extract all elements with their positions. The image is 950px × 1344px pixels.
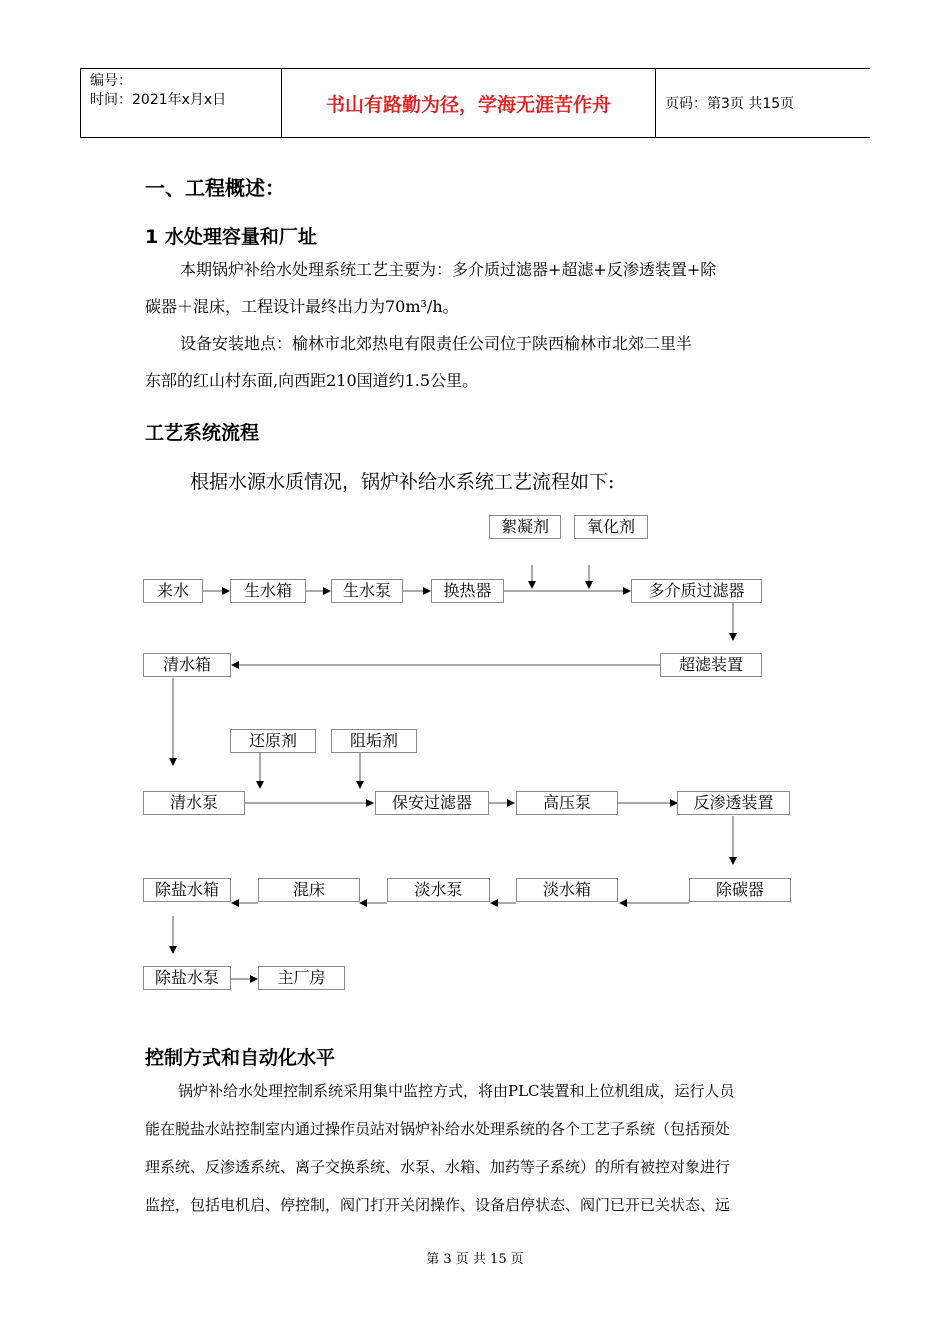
node-gaoyabeng: 高压泵 xyxy=(516,791,618,815)
control-line-1: 锅炉补给水处理控制系统采用集中监控方式，将由PLC装置和上位机组成，运行人员 xyxy=(178,1082,735,1100)
node-baoan: 保安过滤器 xyxy=(375,791,489,815)
node-chuyanshuibeng: 除盐水泵 xyxy=(143,966,231,990)
node-zugouji: 阻垢剂 xyxy=(331,729,417,753)
page-footer: 第 3 页 共 15 页 xyxy=(426,1252,524,1267)
node-huanreqi: 换热器 xyxy=(431,579,504,603)
section-title: 一、工程概述： xyxy=(145,176,285,200)
node-qingshuixiang: 清水箱 xyxy=(143,653,231,677)
paragraph-1-line-1: 本期锅炉补给水处理系统工艺主要为：多介质过滤器+超滤+反渗透装置+除 xyxy=(180,260,717,279)
node-danshuibeng: 淡水泵 xyxy=(387,878,490,902)
control-line-3: 理系统、反渗透系统、离子交换系统、水泵、水箱、加药等子系统）的所有被控对象进行 xyxy=(145,1158,731,1176)
header-motto: 书山有路勤为径，学海无涯苦作舟 xyxy=(325,93,611,116)
document-number-label: 编号： xyxy=(90,73,132,89)
node-danshuixiang: 淡水箱 xyxy=(516,878,618,902)
paragraph-2-line-1: 设备安装地点：榆林市北郊热电有限责任公司位于陕西榆林市北郊二里半 xyxy=(180,334,693,353)
node-fanshentou: 反渗透装置 xyxy=(677,791,790,815)
paragraph-2-line-2: 东部的红山村东面,向西距210国道约1.5公里。 xyxy=(145,371,479,390)
node-laishui: 来水 xyxy=(143,579,203,603)
node-qingshuibeng: 清水泵 xyxy=(143,791,245,815)
node-duojiezhi: 多介质过滤器 xyxy=(631,579,762,603)
node-yanghuaji: 氧化剂 xyxy=(574,515,648,539)
control-line-2: 能在脱盐水站控制室内通过操作员站对锅炉补给水处理系统的各个工艺子系统（包括预处 xyxy=(145,1120,731,1138)
subsection-title: 1 水处理容量和厂址 xyxy=(145,226,317,248)
document-time-label: 时间：2021年x月x日 xyxy=(90,92,227,108)
node-xuningji: 絮凝剂 xyxy=(489,515,561,539)
node-hunchuang: 混床 xyxy=(258,878,360,902)
node-zhuchangfang: 主厂房 xyxy=(258,966,345,990)
control-title: 控制方式和自动化水平 xyxy=(145,1047,336,1069)
header-page-label: 页码：第3页 共15页 xyxy=(665,96,795,112)
process-intro: 根据水源水质情况，锅炉补给水系统工艺流程如下: xyxy=(190,471,615,493)
paragraph-1-line-2: 碳器＋混床，工程设计最终出力为70m³/h。 xyxy=(145,297,459,316)
node-chaolv: 超滤装置 xyxy=(660,653,762,677)
node-chutanqi: 除碳器 xyxy=(689,878,791,902)
node-huanyuanji: 还原剂 xyxy=(230,729,316,753)
process-title: 工艺系统流程 xyxy=(145,422,260,444)
node-chuyanshuixiang: 除盐水箱 xyxy=(143,878,231,902)
node-shengshuibeng: 生水泵 xyxy=(331,579,403,603)
node-shengshuixiang: 生水箱 xyxy=(230,579,306,603)
control-line-4: 监控，包括电机启、停控制，阀门打开关闭操作、设备启停状态、阀门已开已关状态、远 xyxy=(145,1196,731,1214)
